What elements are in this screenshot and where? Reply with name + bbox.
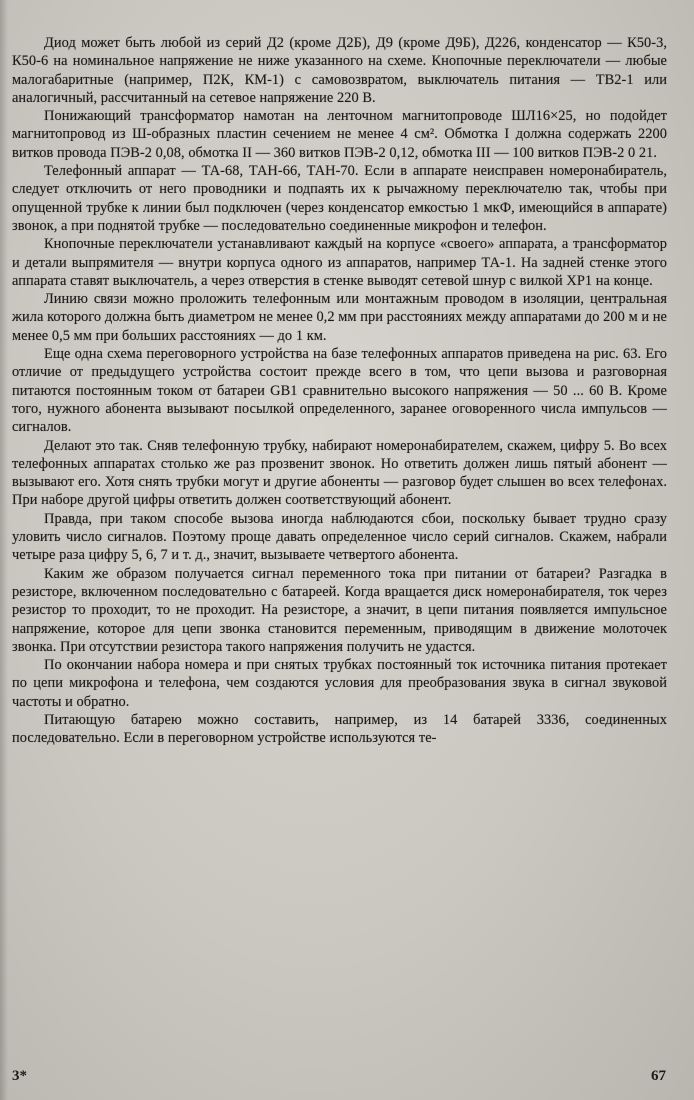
page-body-text <box>12 34 667 748</box>
paragraph: Питающую батарею можно составить, например, из 14 батарей 3336, соединенных последовательно. Если в переговорном устройстве используются те- <box>12 711 667 747</box>
paragraph: Кнопочные переключатели устанавливают каждый на корпусе «своего» аппарата, а трансформатор и детали выпрямителя — внутри корпуса одного из аппаратов, например ТА-1. На задней стенке этого аппарата ставят выключатель, а через отверстия в стенке выводят сетевой шнур с вилкой ХР1 на конце. <box>12 236 667 289</box>
paragraph: Каким же образом получается сигнал переменного тока при питании от батареи? Разгадка в резисторе, включенном последовательно с батареей. Когда вращается диск номеронабирателя, ток через резистор то проходит, то не проходит. На резисторе, а значит, в цепи питания появляется импульсное напряжение, которое для цепи звонка становится переменным, приводящим в движение молоточек звонка. При отсутствии резистора такого напряжения получить не удастся. <box>12 565 667 655</box>
page-footer <box>12 1068 666 1088</box>
paragraph: Правда, при таком способе вызова иногда наблюдаются сбои, поскольку бывает трудно сразу уловить число сигналов. Поэтому проще давать определенное число серий сигналов. Скажем, набрали четыре раза цифру 5, 6, 7 и т. д., значит, вызываете четвертого абонента. <box>12 510 667 564</box>
paragraph: Диод может быть любой из серий Д2 (кроме Д2Б), Д9 (кроме Д9Б), Д226, конденсатор — К50-3, К50-6 на номинальное напряжение не ниже указанного на схеме. Кнопочные переключатели — любые малогабаритные (например, П2К, КМ-1) с самовозвратом, выключатель питания — ТВ2-1 или аналогичный, рассчитанный на сетевое напряжение 220 В. <box>12 35 667 106</box>
paragraph: По окончании набора номера и при снятых трубках постоянный ток источника питания протекает по цепи микрофона и телефона, чем создаются условия для преобразования звука в сигнал звуковой частоты и обратно. <box>12 657 667 710</box>
page-number: 67 <box>651 1068 666 1084</box>
paragraph: Понижающий трансформатор намотан на ленточном магнитопроводе ШЛ16×25, но подойдет магнитопровод из Ш-образных пластин сечением не менее 4 см². Обмотка I должна содержать 2200 витков провода ПЭВ-2 0,08, обмотка II — 360 витков ПЭВ-2 0,12, обмотка III — 100 витков ПЭВ-2 0 21. <box>12 108 667 161</box>
paragraph: Делают это так. Сняв телефонную трубку, набирают номеронабирателем, скажем, цифру 5. Во всех телефонных аппаратах столько же раз прозвенит звонок. Но ответить должен лишь пятый абонент — вызывают его. Хотя снять трубки могут и другие абоненты — разговор будет слышен во всех телефонах. При наборе другой цифры ответить должен соответствующий абонент. <box>12 437 667 509</box>
signature-mark: 3* <box>12 1068 27 1084</box>
paragraph: Телефонный аппарат — ТА-68, ТАН-66, ТАН-70. Если в аппарате неисправен номеронабиратель, следует отключить от него проводники и подпаять их к рычажному переключателю так, чтобы при опущенной трубке к линии был подключен (через конденсатор емкостью 1 мкФ, имеющийся в аппарате) звонок, а при поднятой трубке — последовательно соединенные микрофон и телефон. <box>12 163 667 234</box>
paragraph: Еще одна схема переговорного устройства на базе телефонных аппаратов приведена на рис. 63. Его отличие от предыдущего устройства состоит прежде всего в том, что цепи вызова и разговорная питаются постоянным током от батареи GB1 сравнительно высокого напряжения — 50 ... 60 В. Кроме того, нужного абонента вызывают посылкой определенного, заранее оговоренного числа импульсов — сигналов. <box>12 346 667 436</box>
paragraph: Линию связи можно проложить телефонным или монтажным проводом в изоляции, центральная жила которого должна быть диаметром не менее 0,2 мм при расстояниях между аппаратами до 200 м и не менее 0,5 мм при больших расстояниях — до 1 км. <box>12 291 667 344</box>
